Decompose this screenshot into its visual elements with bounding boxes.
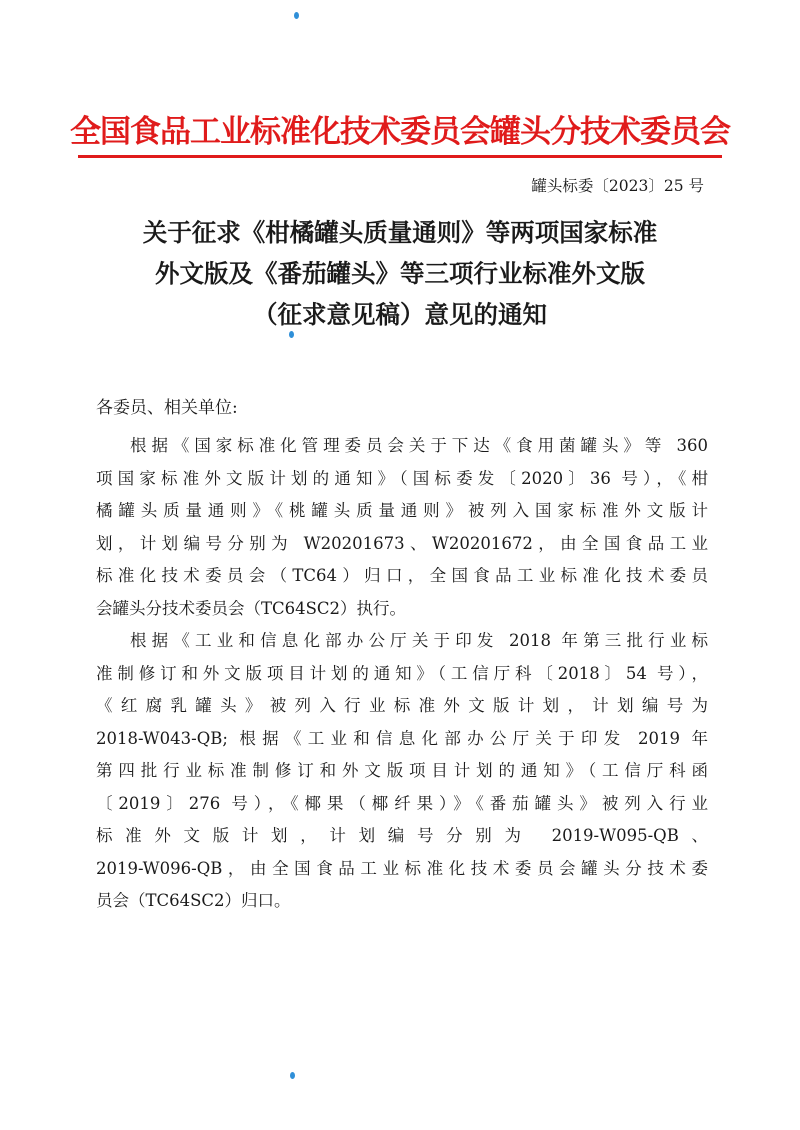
scan-artifact-mark: [294, 12, 299, 19]
paragraph-line: 员会（TC64SC2）归口。: [96, 891, 291, 910]
document-title: [60, 212, 740, 335]
paragraph-line: 2018-W043-QB; 根据《工业和信息化部办公厅关于印发 2019 年: [96, 728, 708, 748]
paragraph-line: 根据《工业和信息化部办公厅关于印发 2018 年第三批行业标: [130, 631, 708, 650]
paragraph-line: 划，计划编号分别为 W20201673、W20201672，由全国食品工业: [96, 533, 708, 553]
paragraph-line: 根据《国家标准化管理委员会关于下达《食用菌罐头》等 360: [130, 436, 708, 455]
paragraph: [96, 625, 708, 918]
document-number: 罐头标委〔2023〕25 号: [531, 177, 704, 195]
title-line: 关于征求《柑橘罐头质量通则》等两项国家标准: [142, 218, 658, 247]
paragraph-line: 橘罐头质量通则》《桃罐头质量通则》被列入国家标准外文版计: [96, 501, 708, 520]
paragraph-line: 〔2019〕276 号），《椰果（椰纤果）》《番茄罐头》被列入行业: [96, 793, 708, 813]
paragraph-line: 第四批行业标准制修订和外文版项目计划的通知》（工信厅科函: [96, 761, 708, 780]
header-red-rule: [78, 155, 722, 158]
document-body: [96, 430, 708, 918]
paragraph: [96, 430, 708, 625]
title-line: 外文版及《番茄罐头》等三项行业标准外文版: [155, 259, 645, 288]
paragraph-line: 标准化技术委员会（TC64）归口，全国食品工业标准化技术委员: [96, 566, 708, 585]
paragraph-line: 会罐头分技术委员会（TC64SC2）执行。: [96, 598, 407, 618]
paragraph-line: 标准外文版计划，计划编号分别为 2019-W095-QB、: [96, 826, 708, 845]
paragraph-line: 《红腐乳罐头》被列入行业标准外文版计划，计划编号为: [96, 696, 708, 715]
paragraph-line: 项国家标准外文版计划的通知》（国标委发〔2020〕36 号），《柑: [96, 468, 708, 488]
paragraph-line: 准制修订和外文版项目计划的通知》（工信厅科〔2018〕54 号），: [96, 663, 708, 683]
title-line: （征求意见稿）意见的通知: [253, 300, 547, 329]
scan-artifact-mark: [289, 331, 294, 338]
scan-artifact-mark: [290, 1072, 295, 1079]
salutation: 各委员、相关单位:: [96, 398, 238, 418]
issuing-organization-header: 全国食品工业标准化技术委员会罐头分技术委员会: [70, 114, 730, 150]
paragraph-line: 2019-W096-QB，由全国食品工业标准化技术委员会罐头分技术委: [96, 858, 708, 878]
